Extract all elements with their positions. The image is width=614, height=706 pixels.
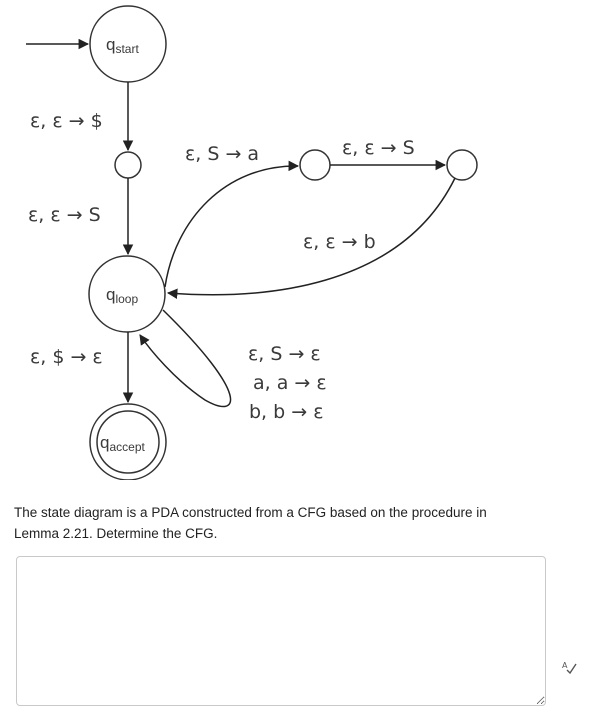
svg-text:qstart: qstart <box>106 35 139 56</box>
label-self-loop-1: ε, S → ε <box>248 343 321 365</box>
label-self-loop-2: a, a → ε <box>253 372 327 394</box>
state-intermediate-1 <box>115 152 141 178</box>
label-b-to-loop: ε, ε → b <box>303 231 376 253</box>
label-loop-to-a: ε, S → a <box>185 143 260 165</box>
label-start-to-mid: ε, ε → $ <box>30 110 103 132</box>
edge-self-loop <box>140 310 231 407</box>
question-text: The state diagram is a PDA constructed from a CFG based on the procedure in Lemma 2.21. Determine the CFG. <box>14 505 487 541</box>
state-q-start <box>90 6 166 82</box>
svg-text:A: A <box>562 661 568 670</box>
answer-textarea[interactable] <box>16 556 546 706</box>
spellcheck-icon[interactable] <box>561 660 577 674</box>
svg-text:qaccept: qaccept <box>100 433 145 454</box>
edge-loop-to-a <box>165 166 298 287</box>
state-q-loop <box>89 256 165 332</box>
label-self-loop-3: b, b → ε <box>249 401 324 423</box>
label-a-to-b: ε, ε → S <box>342 137 415 159</box>
svg-text:qloop: qloop <box>106 285 139 306</box>
state-intermediate-a <box>300 150 330 180</box>
state-intermediate-b <box>447 150 477 180</box>
state-q-accept <box>90 404 166 480</box>
label-mid-to-loop: ε, ε → S <box>28 204 101 226</box>
label-loop-to-accept: ε, $ → ε <box>30 346 103 368</box>
